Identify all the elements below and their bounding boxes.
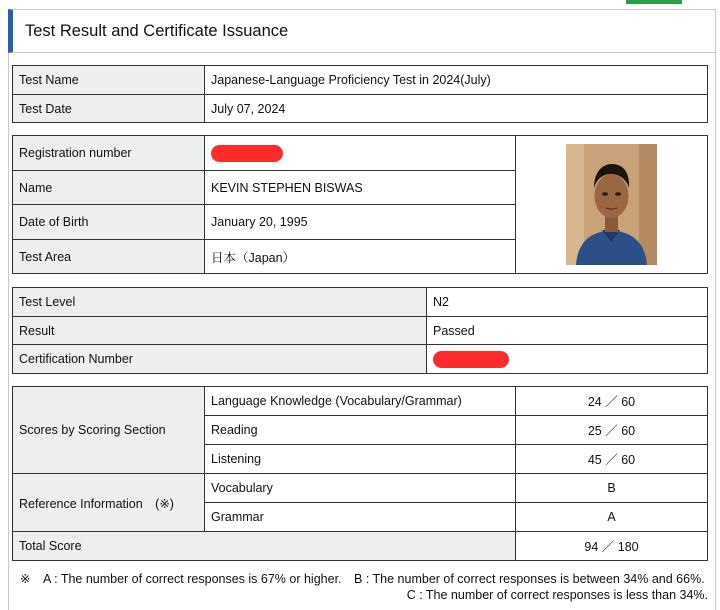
- grading-note-line-2: C : The number of correct responses is less than 34%.: [406, 588, 708, 602]
- top-green-accent: [626, 0, 682, 4]
- certification-row: [13, 345, 708, 374]
- certification-value: [427, 345, 708, 374]
- test-date-label: Test Date: [13, 95, 205, 123]
- grading-note-line-1: ※ A : The number of correct responses is 67% or higher. B : The number of correct responses is between 34% and 66%.: [20, 572, 705, 586]
- test-date-value: July 07, 2024: [205, 95, 708, 123]
- scores-table: [12, 386, 708, 561]
- test-level-value: N2: [427, 288, 708, 317]
- score-section-name: Language Knowledge (Vocabulary/Grammar): [205, 387, 516, 416]
- score-section-value: 45 ／ 60: [516, 445, 708, 474]
- test-level-label: Test Level: [13, 288, 427, 317]
- certification-redaction: [433, 351, 509, 368]
- result-value: Passed: [427, 317, 708, 345]
- personal-info-table: [12, 135, 708, 274]
- score-section-value: 25 ／ 60: [516, 416, 708, 445]
- page-title: Test Result and Certificate Issuance: [25, 21, 289, 40]
- name-value: KEVIN STEPHEN BISWAS: [205, 171, 516, 205]
- result-row: [13, 317, 708, 345]
- test-info-table: [12, 65, 708, 123]
- registration-redaction: [211, 145, 283, 162]
- test-name-label: Test Name: [13, 66, 205, 95]
- certification-label: Certification Number: [13, 345, 427, 374]
- photo-cell: [516, 136, 708, 274]
- result-info-table: [12, 287, 708, 374]
- total-score-label: Total Score: [13, 532, 516, 561]
- result-label: Result: [13, 317, 427, 345]
- registration-row: [13, 136, 708, 171]
- total-score-row: [13, 532, 708, 561]
- applicant-photo: [566, 144, 657, 265]
- reference-info-label: Reference Information (※): [13, 474, 205, 532]
- test-date-row: [13, 95, 708, 123]
- reference-name: Vocabulary: [205, 474, 516, 503]
- test-area-label: Test Area: [13, 240, 205, 274]
- dob-label: Date of Birth: [13, 205, 205, 240]
- reference-row: [13, 474, 708, 503]
- scores-section-label: Scores by Scoring Section: [13, 387, 205, 474]
- registration-value: [205, 136, 516, 171]
- test-name-value: Japanese-Language Proficiency Test in 2024(July): [205, 66, 708, 95]
- score-section-name: Listening: [205, 445, 516, 474]
- registration-label: Registration number: [13, 136, 205, 171]
- test-area-value: 日本（Japan）: [205, 240, 516, 274]
- name-label: Name: [13, 171, 205, 205]
- test-level-row: [13, 288, 708, 317]
- reference-name: Grammar: [205, 503, 516, 532]
- reference-grade: A: [516, 503, 708, 532]
- dob-value: January 20, 1995: [205, 205, 516, 240]
- score-section-name: Reading: [205, 416, 516, 445]
- test-name-row: [13, 66, 708, 95]
- total-score-value: 94 ／ 180: [516, 532, 708, 561]
- score-section-value: 24 ／ 60: [516, 387, 708, 416]
- reference-grade: B: [516, 474, 708, 503]
- score-row: [13, 387, 708, 416]
- page-title-bar: [8, 9, 716, 53]
